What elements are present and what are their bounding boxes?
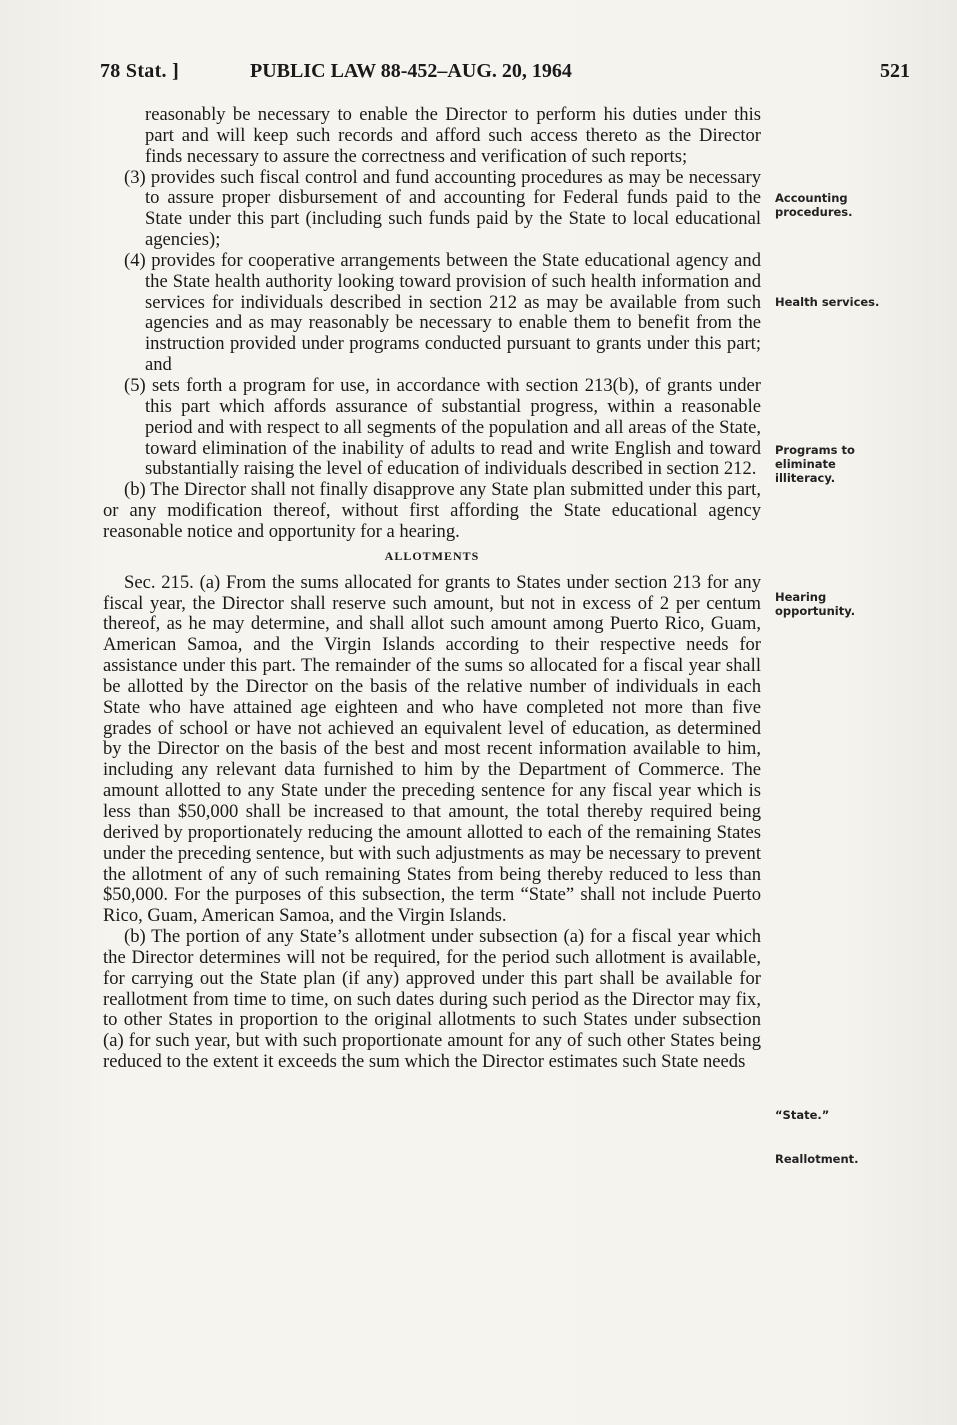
item-4-paragraph: (4) provides for cooperative arrangements between the State educational agency and the State health authority looking toward provision of such health information and services for individuals described in section 212 as may be available from such agencies and as may reasonably be necessary to enable them to benefit from the instruction provided under programs conducted pursuant to grants under this part; and	[124, 249, 761, 376]
item-5-paragraph: (5) sets forth a program for use, in accordance with section 213(b), of grants under this part which affords assurance of substantial progress, within a reasonable period and with respect to all segments of the population and all areas of the State, toward elimination of the inability of adults to read and write English and toward substantially raising the level of education of individuals described in section 212.	[124, 374, 761, 480]
item-3-paragraph: (3) provides such fiscal control and fund accounting procedures as may be necessary to assure proper disbursement of and accounting for Federal funds paid to the State under this part (including such funds paid by the State to local educational agencies);	[124, 166, 761, 251]
page-number: 521	[880, 60, 910, 82]
section-215-a-paragraph: Sec. 215. (a) From the sums allocated for grants to States under section 213 for any fiscal year, the Director shall reserve such amount, but not in excess of 2 per centum thereof, as he may determine, and shall allot such amount among Puerto Rico, Guam, American Samoa, and the Virgin Islands according to their respective needs for assistance under this part. The remainder of the sums so allocated for a fiscal year shall be allotted by the Director on the basis of the relative number of individuals in each State who have attained age eighteen and who have completed not more than five grades of school or have not achieved an equivalent level of education, as determined by the Director on the basis of the best and most recent information available to him, including any relevant data furnished to him by the Department of Commerce. The amount allotted to any State under the preceding sentence for any fiscal year which is less than $50,000 shall be increased to that amount, the total thereby required being derived by proportionately reducing the amount allotted to each of the remaining States under the preceding sentence, but with such adjustments as may be necessary to prevent the allotment of any of such remaining States from being thereby reduced to less than $50,000. For the purposes of this subsection, the term “State” shall not include Puerto Rico, Guam, American Samoa, and the Virgin Islands.	[103, 571, 761, 927]
margin-note-state: “State.”	[775, 1108, 830, 1122]
allotments-heading: ALLOTMENTS	[384, 548, 480, 563]
margin-note-accounting: Accounting procedures.	[775, 191, 853, 219]
margin-note-hearing: Hearing opportunity.	[775, 590, 856, 618]
margin-note-reallotment: Reallotment.	[775, 1152, 859, 1166]
page-header	[100, 60, 910, 88]
continuation-paragraph: reasonably be necessary to enable the Director to perform his duties under this part and will keep such records and afford such access thereto as the Director finds necessary to assure the correctness and verification of such reports;	[145, 104, 761, 167]
subsection-b-paragraph: (b) The Director shall not finally disapprove any State plan submitted under this part, or any modification thereof, without first affording the State educational agency reasonable notice and opportunity for a hearing.	[103, 479, 761, 542]
margin-note-health: Health services.	[775, 295, 880, 309]
section-215-b-paragraph: (b) The portion of any State’s allotment under subsection (a) for a fiscal year which the Director determines will not be required, for the period such allotment is available, for carrying out the State plan (if any) approved under this part shall be available for reallotment from time to time, on such dates during such period as the Director may fix, to other States in proportion to the original allotments to such States under subsection (a) for such year, but with such proportionate amount for any of such other States being reduced to the extent it exceeds the sum which the Director estimates such State needs	[103, 926, 761, 1073]
main-text	[103, 105, 761, 1073]
margin-note-programs: Programs to eliminate illiteracy.	[775, 443, 855, 485]
running-title: PUBLIC LAW 88-452–AUG. 20, 1964	[250, 60, 572, 82]
statute-reference: 78 Stat. ]	[100, 60, 180, 82]
